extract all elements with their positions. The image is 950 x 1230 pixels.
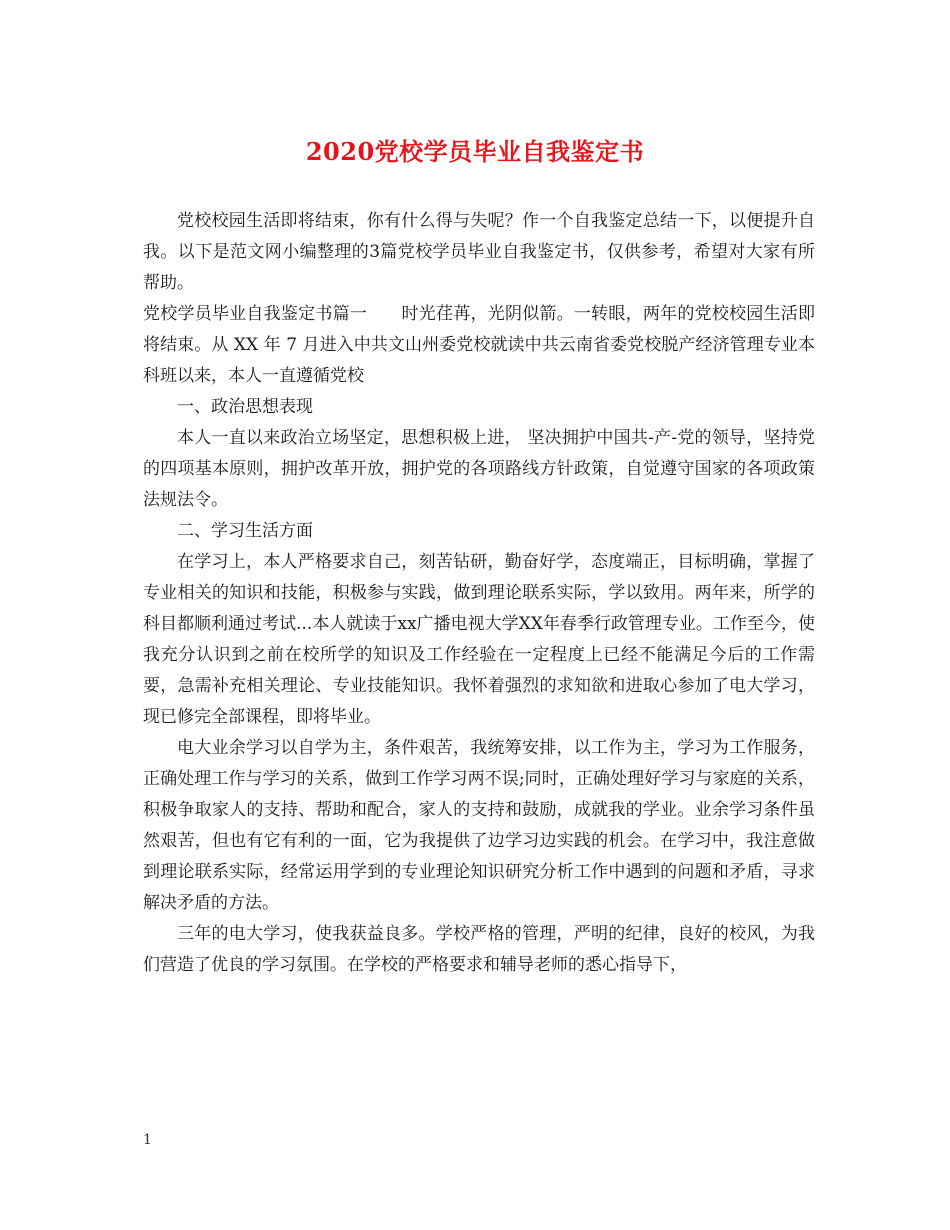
section-heading-political: 一、政治思想表现 (177, 397, 313, 417)
paragraph-article-one: 党校学员毕业自我鉴定书篇一 时光荏苒，光阴似箭。一转眼，两年的党校校园生活即将结束。从 XX 年 7 月进入中共文山州委党校就读中共云南省委党校脱产经济管理专业本科班以来，本人一直遵循党校 (143, 304, 815, 386)
paragraph-intro: 党校校园生活即将结束，你有什么得与失呢？作一个自我鉴定总结一下，以便提升自我。以下是范文网小编整理的3篇党校学员毕业自我鉴定书，仅供参考，希望对大家有所帮助。 (143, 211, 815, 293)
paragraph-part-time-study: 电大业余学习以自学为主，条件艰苦，我统筹安排，以工作为主，学习为工作服务，正确处理工作与学习的关系，做到工作学习两不误;同时，正确处理好学习与家庭的关系，积极争取家人的支持、帮助和配合，家人的支持和鼓励，成就我的学业。业余学习条件虽然艰苦，但也有它有利的一面，它为我提供了边学习边实践的机会。在学习中，我注意做到理论联系实际，经常运用学到的专业理论知识研究分析工作中遇到的问题和矛盾，寻求解决矛盾的方法。 (143, 738, 815, 913)
document-body (143, 206, 815, 981)
paragraph-study: 在学习上，本人严格要求自己，刻苦钻研，勤奋好学，态度端正，目标明确，掌握了专业相关的知识和技能，积极参与实践，做到理论联系实际，学以致用。两年来，所学的科目都顺利通过考试...本人就读于xx广播电视大学XX年春季行政管理专业。工作至今，使我充分认识到之前在校所学的知识及工作经验在一定程度上已经不能满足今后的工作需要，急需补充相关理论、专业技能知识。我怀着强烈的求知欲和进取心参加了电大学习，现已修完全部课程，即将毕业。 (143, 552, 815, 727)
page-number: 1 (143, 1132, 152, 1148)
paragraph-political: 本人一直以来政治立场坚定，思想积极上进， 坚决拥护中国共-产-党的领导，坚持党的四项基本原则，拥护改革开放，拥护党的各项路线方针政策，自觉遵守国家的各项政策法规法令。 (143, 428, 815, 510)
document-title: 2020党校学员毕业自我鉴定书 (305, 137, 645, 166)
section-heading-study: 二、学习生活方面 (177, 521, 313, 541)
paragraph-three-years: 三年的电大学习，使我获益良多。学校严格的管理，严明的纪律，良好的校风，为我们营造了优良的学习氛围。在学校的严格要求和辅导老师的悉心指导下， (143, 924, 815, 975)
